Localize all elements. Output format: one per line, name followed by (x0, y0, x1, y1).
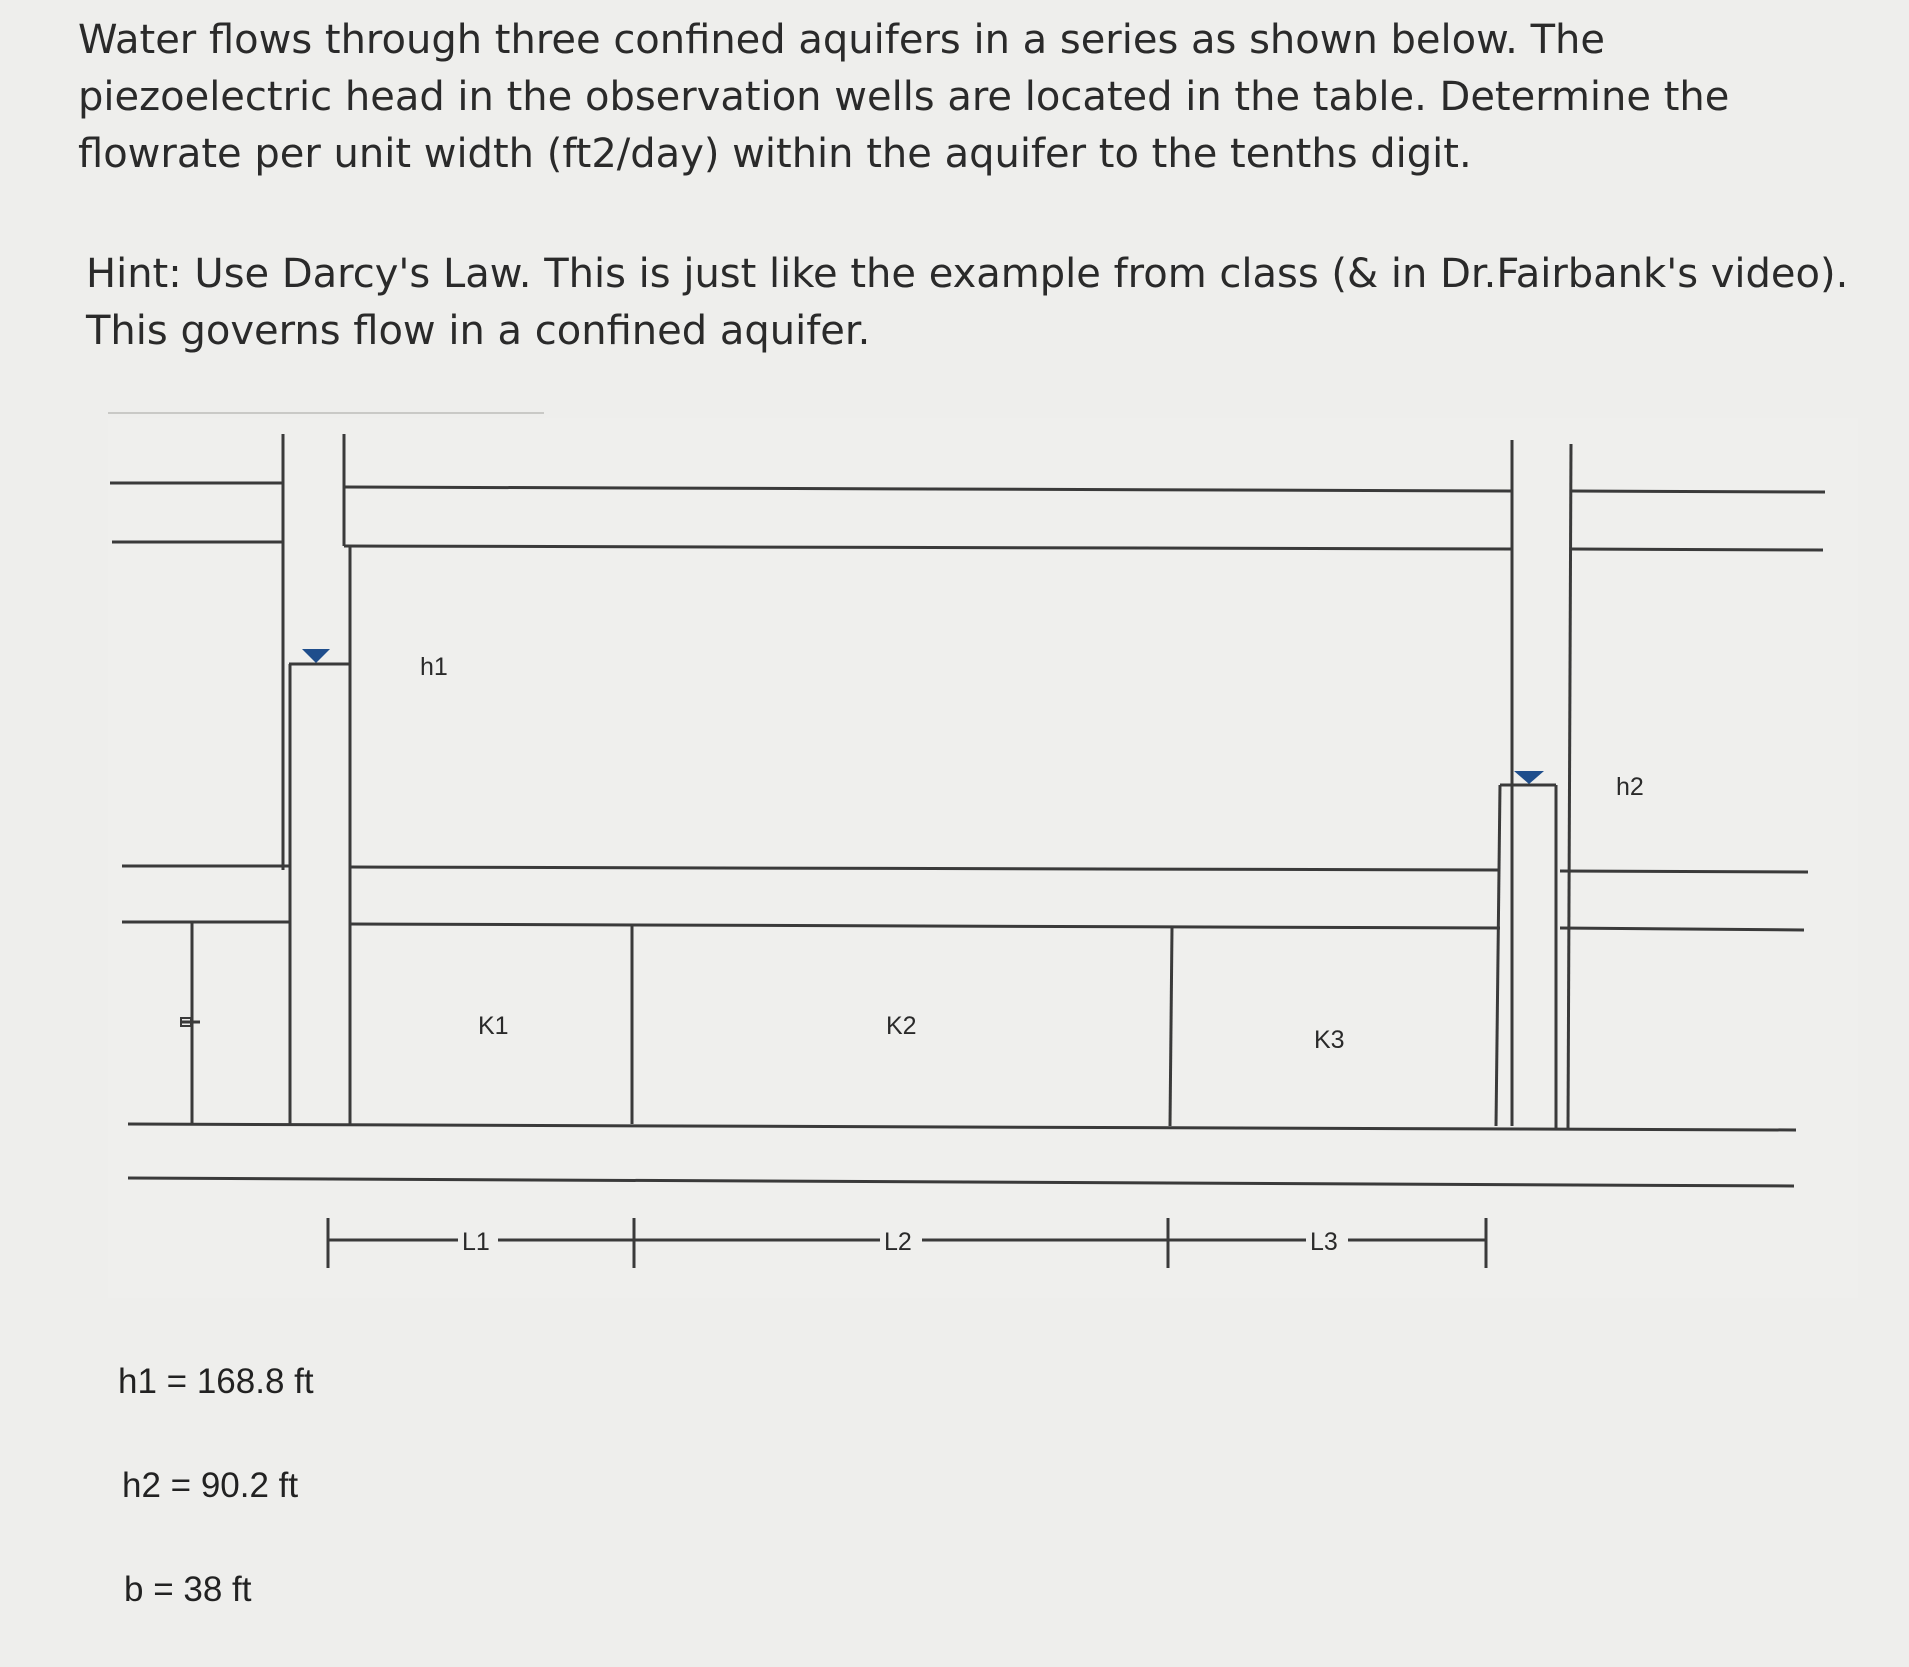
l1-label: L1 (462, 1228, 490, 1256)
upper-line-1-right (1571, 491, 1825, 492)
h1-diagram-label: h1 (420, 653, 448, 681)
aquifer-top-1-right (1560, 871, 1808, 872)
question-text: Water flows through three confined aquifers in a series as shown below. The piezoelectric head in the observation wells are located in the table. Determine the flowrate per unit width (ft2/day) within the aquifer to the tenths digit. (78, 17, 1730, 177)
hint-text: Hint: Use Darcy's Law. This is just like the example from class (& in Dr.Fairbank's video). This governs flow in a confined aquifer. (86, 251, 1849, 354)
k1-label: K1 (478, 1012, 509, 1040)
divider-k2-k3 (1170, 928, 1172, 1126)
upper-line-2-right (1571, 549, 1823, 550)
l2-label: L2 (884, 1228, 912, 1256)
k2-label: K2 (886, 1012, 917, 1040)
given-b: b = 38 ft (124, 1570, 252, 1609)
h2-diagram-label: h2 (1616, 773, 1644, 801)
given-h1: h1 = 168.8 ft (118, 1362, 314, 1401)
aquifer-top-2-right (1560, 928, 1804, 930)
l3-label: L3 (1310, 1228, 1338, 1256)
given-h2: h2 = 90.2 ft (122, 1466, 299, 1505)
k3-label: K3 (1314, 1026, 1345, 1054)
